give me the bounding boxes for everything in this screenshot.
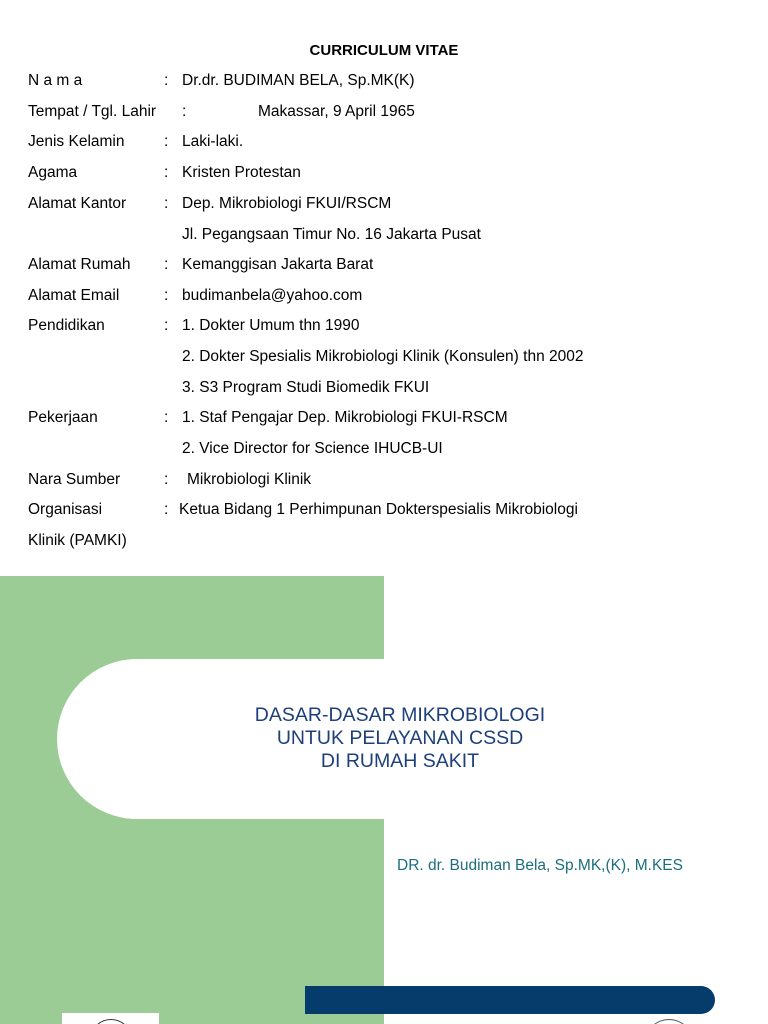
- row-colon: :: [164, 317, 169, 334]
- email-value: budimanbela@yahoo.com: [182, 287, 363, 304]
- row-value: Kristen Protestan: [182, 164, 301, 181]
- cv-row-alamat-kantor: [0, 193, 768, 215]
- row-label: Alamat Email: [28, 287, 120, 304]
- row-colon: :: [182, 103, 187, 120]
- row-label: Jenis Kelamin: [28, 133, 125, 150]
- row-label: Agama: [28, 164, 78, 181]
- row-colon: :: [164, 133, 169, 150]
- row-label: Pekerjaan: [28, 409, 98, 426]
- cv-row-organisasi-2: [0, 530, 768, 552]
- row-colon: :: [164, 72, 169, 89]
- cv-row-pekerjaan: [0, 407, 768, 429]
- row-colon: :: [164, 501, 169, 518]
- row-label: Nara Sumber: [28, 471, 121, 488]
- row-label: Klinik (PAMKI): [28, 532, 127, 549]
- row-value: 1. Dokter Umum thn 1990: [182, 317, 360, 334]
- cv-row-nara-sumber: [0, 469, 768, 491]
- row-value: Dep. Mikrobiologi FKUI/RSCM: [182, 195, 392, 212]
- cv-row-pendidikan-3: [0, 377, 768, 399]
- cv-row-pekerjaan-2: [0, 438, 768, 460]
- row-label: N a m a: [28, 72, 83, 89]
- row-value: Kemanggisan Jakarta Barat: [182, 256, 374, 273]
- slide-title: [200, 704, 600, 773]
- cv-row-pendidikan: [0, 315, 768, 337]
- row-value: Ketua Bidang 1 Perhimpunan Dokterspesialis Mikrobiologi: [179, 501, 578, 518]
- row-value: 1. Staf Pengajar Dep. Mikrobiologi FKUI-RSCM: [182, 409, 508, 426]
- cv-row-agama: [0, 162, 768, 184]
- row-label: Alamat Kantor: [28, 195, 127, 212]
- row-value: Makassar, 9 April 1965: [258, 103, 415, 120]
- row-value: 2. Vice Director for Science IHUCB-UI: [182, 440, 443, 457]
- row-colon: :: [164, 195, 169, 212]
- slide-bottom-bar: [305, 986, 715, 1014]
- row-label: Alamat Rumah: [28, 256, 131, 273]
- row-label: Pendidikan: [28, 317, 105, 334]
- slide-white-area: [384, 576, 768, 660]
- logo-right: [628, 1015, 708, 1024]
- slide-title-line: DASAR-DASAR MIKROBIOLOGI: [254, 704, 546, 726]
- cv-row-alamat-kantor-2: [0, 224, 768, 246]
- cv-row-alamat-email: [0, 285, 768, 307]
- cv-row-nama: [0, 70, 768, 92]
- cv-row-organisasi: [0, 499, 768, 521]
- row-value: Mikrobiologi Klinik: [187, 471, 312, 488]
- cv-row-tempat-lahir: [0, 101, 768, 123]
- row-label: Tempat / Tgl. Lahir: [28, 103, 157, 120]
- cv-title: CURRICULUM VITAE: [309, 42, 459, 59]
- slide-author: DR. dr. Budiman Bela, Sp.MK,(K), M.KES: [397, 857, 683, 874]
- row-value: Laki-laki.: [182, 133, 244, 150]
- cv-row-jenis-kelamin: [0, 131, 768, 153]
- logo-circle-icon: [90, 1019, 132, 1024]
- row-value: Jl. Pegangsaan Timur No. 16 Jakarta Pusat: [182, 226, 481, 243]
- logo-circle-icon: [646, 1019, 692, 1024]
- row-colon: :: [164, 287, 169, 304]
- cv-row-pendidikan-2: [0, 346, 768, 368]
- slide-title-line: DI RUMAH SAKIT: [320, 750, 480, 772]
- row-colon: :: [164, 164, 169, 181]
- row-colon: :: [164, 409, 169, 426]
- row-label: Organisasi: [28, 501, 103, 518]
- slide-title-line: UNTUK PELAYANAN CSSD: [276, 727, 524, 749]
- row-value: Dr.dr. BUDIMAN BELA, Sp.MK(K): [182, 72, 415, 89]
- row-value: 3. S3 Program Studi Biomedik FKUI: [182, 379, 430, 396]
- cv-row-alamat-rumah: [0, 254, 768, 276]
- row-value: 2. Dokter Spesialis Mikrobiologi Klinik (Konsulen) thn 2002: [182, 348, 584, 365]
- row-colon: :: [164, 471, 169, 488]
- logo-left: [62, 1013, 159, 1024]
- row-colon: :: [164, 256, 169, 273]
